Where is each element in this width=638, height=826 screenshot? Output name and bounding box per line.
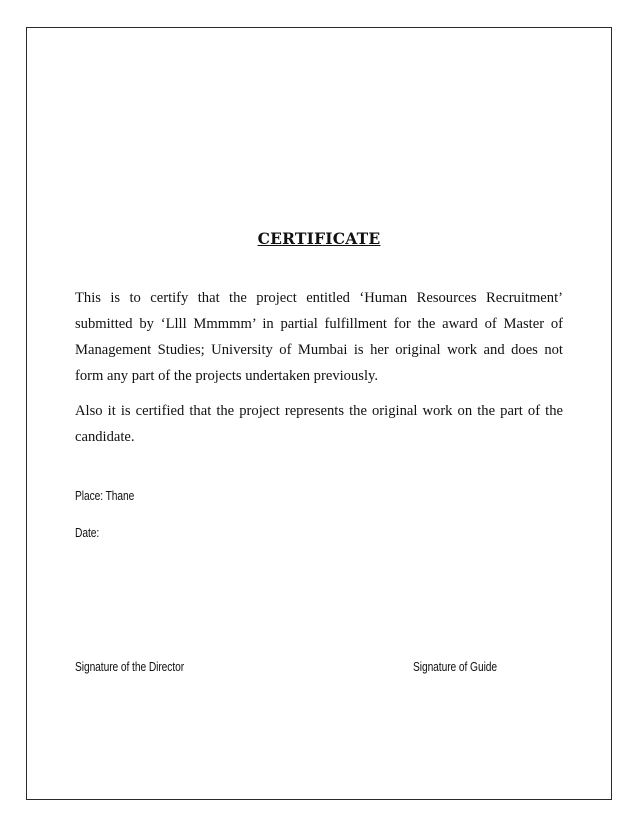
place-label: Place: Thane (75, 489, 135, 503)
certificate-title: CERTIFICATE (257, 229, 381, 248)
certificate-paragraph-2: Also it is certified that the project represents the original work on the part of the candidate. (75, 403, 563, 445)
date-label: Date: (75, 526, 100, 540)
certificate-paragraph-1: This is to certify that the project entitled ‘Human Resources Recruitment’ submitted by ‘Llll Mmmmm’ in partial fulfillment for the award of Master of Management Studies; University of Mumbai is her original work and does not form any part of the projects undertaken previously. (75, 290, 563, 384)
director-signature-label: Signature of the Director (75, 660, 185, 674)
guide-signature-label: Signature of Guide (413, 660, 497, 674)
